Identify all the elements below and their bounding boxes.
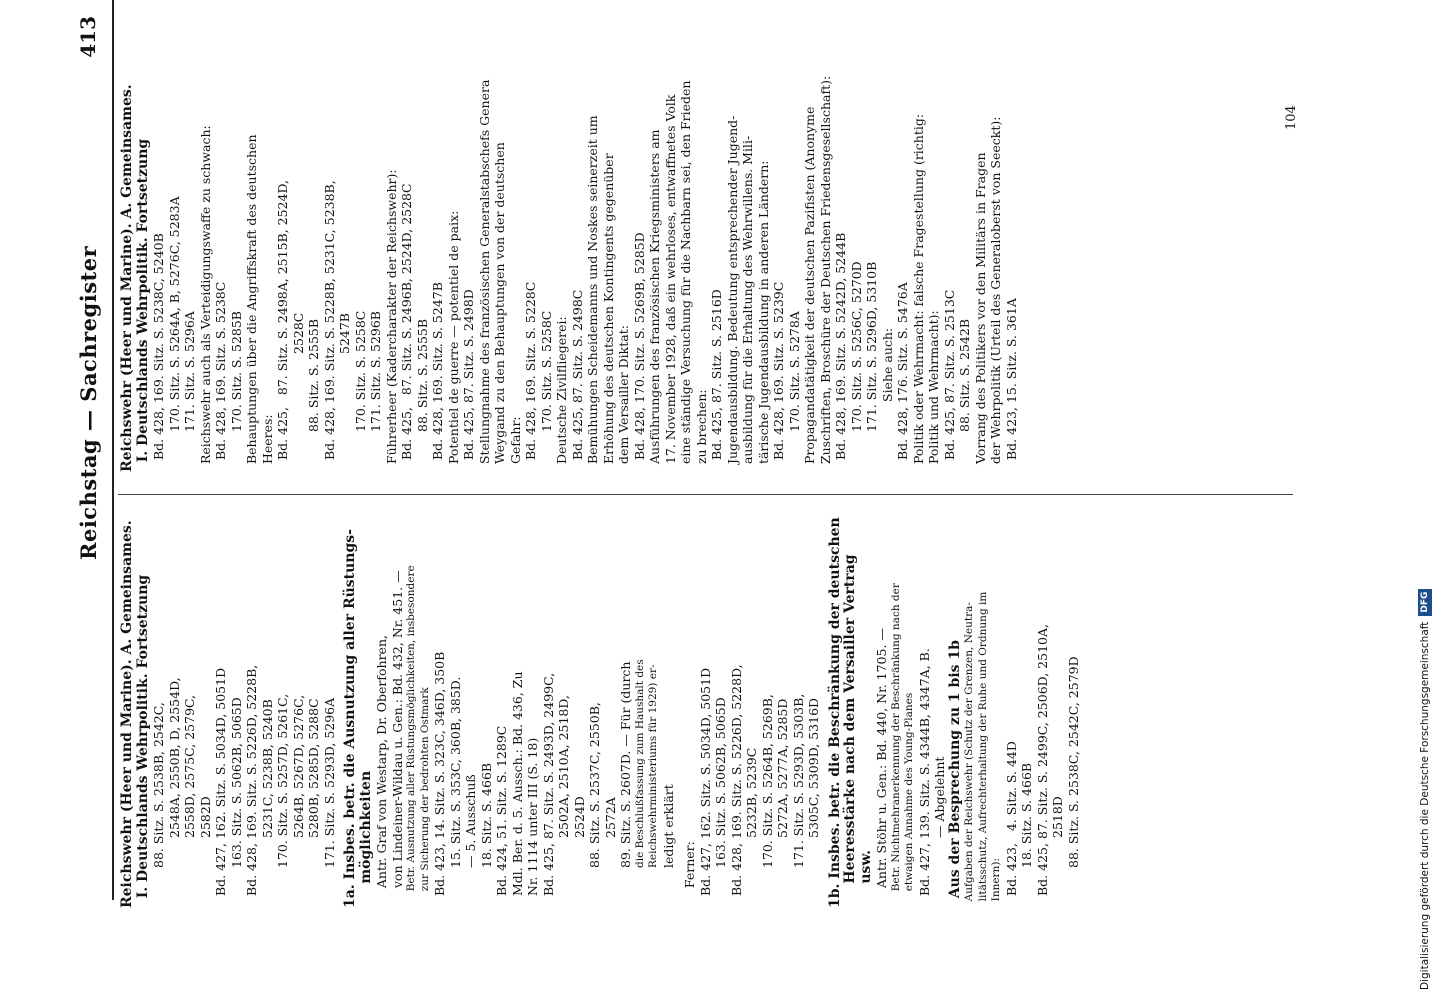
index-line: 88. Sitz. S. 2555B xyxy=(306,318,321,432)
index-line: Gefahr: xyxy=(507,416,523,472)
index-line: 2518D xyxy=(1050,796,1065,838)
index-line: Ausführungen des französischen Kriegsministers am xyxy=(647,129,662,472)
index-line: 88. Sitz. S. 2537C, 2550B, xyxy=(587,702,602,868)
index-line: Bd. 428, 169. Sitz. S. 5228C xyxy=(523,281,538,460)
index-line: 2528C xyxy=(290,312,306,354)
index-line: Politik und Wehrmacht): xyxy=(926,310,941,472)
index-line: Reichswehr auch als Verteidigungswaffe zu schwach: xyxy=(197,125,213,472)
index-line: Bd. 427, 162. Sitz. S. 5034D, 5051D xyxy=(213,667,228,896)
index-line: 88. Sitz. S. 2538B, 2542C, xyxy=(151,702,166,868)
index-line: 2524D xyxy=(571,796,587,838)
index-line: zur Sicherung der bedrohten Ostmark xyxy=(418,687,431,908)
side-note xyxy=(1412,0,1434,1000)
index-line: Mdl. Ber. d. 5. Aussch.: Bd. 436, Zu xyxy=(509,671,525,896)
index-line: 170. Sitz. S. 5257D, 5261C, xyxy=(275,693,290,868)
index-line: Politik oder Wehrmacht: falsche Fragestellung (richtig: xyxy=(910,113,926,472)
index-line: Bd. 425, 87. Sitz. S. 2513C xyxy=(941,289,957,460)
index-line: Siehe auch: xyxy=(879,327,895,402)
index-line: Propagandatätigkeit der deutschen Pazifisten (Anonyme xyxy=(802,106,817,472)
index-line: Bd. 425, 87. Sitz. S. 2493D, 2499C, xyxy=(540,672,556,896)
index-line: Bd. 425, 87. Sitz. S. 2516D xyxy=(709,289,724,460)
index-line: Nr. 1114 unter III (S. 18) xyxy=(525,737,540,896)
index-line: 1b. Insbes. betr. die Beschränkung der deutschen xyxy=(826,517,843,908)
index-line: Zuschriften, Broschüre der Deutschen Friedensgesellschaft): xyxy=(817,75,833,472)
index-line: 2548A, 2550B, D, 2554D, xyxy=(166,677,182,838)
index-line: Weygand zu den Behauptungen von der deutschen xyxy=(492,142,507,472)
index-line: Bd. 423, 4. Sitz. S. 44D xyxy=(1003,741,1019,896)
signature-number: 104 xyxy=(1284,105,1299,130)
index-line: Bd. 428, 169. Sitz. S. 5247B xyxy=(430,282,445,460)
index-line: Bd. 427, 162. Sitz. S. 5034D, 5051D xyxy=(697,667,713,896)
index-line: 171. Sitz. S. 5296B xyxy=(368,311,383,432)
page-number: 413 xyxy=(76,16,100,58)
index-line: Führerheer (Kadercharakter der Reichswehr): xyxy=(383,169,399,472)
index-line: litätsschutz, Aufrechterhaltung der Ruhe und Ordnung im xyxy=(976,591,989,908)
index-line: 1a. Insbes. betr. die Ausnutzung aller Rüstungs- xyxy=(342,529,358,908)
index-line: 170. Sitz. S. 5264A, B, 5276C, 5283A xyxy=(166,196,182,432)
index-line: 5231C, 5238B, 5240B xyxy=(259,699,275,838)
index-line: I. Deutschlands Wehrpolitik. Fortsetzung xyxy=(134,574,151,908)
index-line: der Wehrpolitik (Urteil des Generaloberst von Seeckt): xyxy=(988,116,1003,472)
index-line: 5247B xyxy=(337,313,352,354)
index-line: Deutsche Zivilfliegerei: xyxy=(554,316,569,472)
index-line: Bd. 428, 170. Sitz. S. 5269B, 5285D xyxy=(631,232,647,460)
index-line: 2582D xyxy=(197,796,213,838)
index-line: Antr. Stöhr u. Gen.: Bd. 440, Nr. 1705. — xyxy=(874,628,889,908)
index-line: ledigt erklärt xyxy=(660,784,676,868)
index-line: Bd. 423, 14. Sitz. S. 323C, 346D, 350B xyxy=(432,651,447,896)
index-line: I. Deutschlands Wehrpolitik. Fortsetzung xyxy=(134,138,151,472)
index-line: Bd. 427, 139. Sitz. S. 4344B, 4347A, B. xyxy=(916,648,932,896)
index-line: 2502A, 2510A, 2518D, xyxy=(556,695,571,838)
index-line: 89. Sitz. S. 2607D. — Für (durch xyxy=(618,661,633,868)
index-line: 163. Sitz. S. 5062B, 5065D xyxy=(228,697,244,868)
index-line: etwaigen Annahme des Young-Planes xyxy=(903,692,915,908)
page-header xyxy=(76,0,116,880)
index-line: Antr. Graf von Westarp, Dr. Oberfohren, xyxy=(374,635,389,908)
dfg-logo: DFG xyxy=(1418,589,1432,616)
index-line: 5272A, 5277A, 5285D xyxy=(775,698,790,838)
index-line: Stellungnahme des französischen Generalstabschefs Genera xyxy=(476,79,492,472)
index-line: 5280B, 5285D, 5288C xyxy=(306,698,321,838)
index-line: die Beschlußfassung zum Haushalt des xyxy=(633,659,646,868)
index-line: Reichswehrministeriums für 1929) er- xyxy=(647,664,659,868)
index-line: — Abgelehnt xyxy=(932,756,947,838)
index-line: Ferner: xyxy=(682,841,697,908)
index-line: tärische Jugendausbildung in anderen Ländern: xyxy=(755,160,771,472)
index-line: Bd. 428, 169. Sitz. S. 5242D, 5244B xyxy=(833,232,848,460)
index-line: Bd. 425, 87. Sitz. S. 2498A, 2515B, 2524D, xyxy=(275,179,290,460)
index-line: Bd. 428, 176. Sitz. S. 5476A xyxy=(895,282,910,460)
index-line: 170. Sitz. S. 5285B xyxy=(228,311,244,432)
index-line: Betr. Nichtmehranerkennung der Beschränkung nach der xyxy=(889,583,902,908)
funding-note: Digitalisierung gefördert durch die Deutsche Forschungsgemeinschaft xyxy=(1419,621,1431,990)
index-line: eine ständige Versuchung für die Nachbarn sei, den Frieden xyxy=(678,80,693,472)
index-line: von Lindeiner-Wildau u. Gen.: Bd. 432, Nr. 451. — xyxy=(389,570,405,908)
index-line: 15. Sitz. S. 353C, 360B, 385D. xyxy=(447,676,463,868)
index-line: Vorrang des Politikers vor den Militärs in Fragen xyxy=(972,152,988,472)
left-column xyxy=(120,518,1081,908)
index-line: Betr. Ausnutzung aller Rüstungsmöglichkeiten, insbesondere xyxy=(405,565,417,908)
index-line: 5264B, 5267D, 5276C, xyxy=(290,694,306,838)
index-line: 18. Sitz. S. 466B xyxy=(1019,762,1034,868)
index-line: 88. Sitz. S. 2555B xyxy=(414,318,430,432)
index-line: 2572A xyxy=(602,797,618,838)
index-line: Jugendausbildung. Bedeutung entsprechender Jugend- xyxy=(724,115,740,472)
index-line: 163. Sitz. S. 5062B, 5065D xyxy=(713,697,728,868)
column-divider xyxy=(118,494,1293,495)
index-line: Reichswehr (Heer und Marine). A. Gemeinsames. xyxy=(119,520,135,908)
index-line: Bd. 428, 169. Sitz. S. 5238C, 5240B xyxy=(151,233,166,460)
index-line: Aufgaben der Reichswehr (Schutz der Grenzen, Neutra- xyxy=(963,602,975,908)
index-line: Bd. 428, 169. Sitz. S. 5239C xyxy=(771,281,786,460)
right-column xyxy=(120,62,1019,472)
index-line: 5232B, 5239C xyxy=(744,747,759,838)
index-line: 171. Sitz. S. 5293D, 5296A xyxy=(321,697,337,868)
index-line: usw. xyxy=(857,850,874,908)
index-line: 170. Sitz. S. 5258C xyxy=(352,310,368,432)
index-line: 170. Sitz. S. 5258C xyxy=(538,310,554,432)
index-line: Heeresstärke nach dem Versailler Vertrag xyxy=(842,554,858,908)
index-line: dem Versailler Diktat: xyxy=(616,325,631,472)
index-line: Bd. 425, 87. Sitz. S. 2499C, 2506D, 2510A, xyxy=(1034,624,1050,896)
index-line: Aus der Besprechung zu 1 bis 1b xyxy=(946,640,963,908)
index-line: Bd. 425, 87. Sitz. S. 2498D xyxy=(461,289,476,460)
index-line: zu brechen: xyxy=(693,389,709,472)
index-line: Innern): xyxy=(990,858,1002,908)
header-rule xyxy=(112,0,114,900)
index-line: 18. Sitz. S. 466B xyxy=(478,762,494,868)
index-line: Bd. 428, 169. Sitz. S. 5228B, 5231C, 5238B, xyxy=(321,180,337,460)
index-line: Erhöhung des deutschen Kontingents gegenüber xyxy=(600,153,616,472)
header-title: Reichstag — Sachregister xyxy=(76,245,101,560)
index-line: Potentiel de guerre — potentiel de paix: xyxy=(445,210,461,472)
index-line: ausbildung für die Erhaltung des Wehrwillens. Mili- xyxy=(740,135,755,472)
index-line: 88. Sitz. S. 2538C, 2542C, 2579D xyxy=(1065,656,1081,868)
index-line: möglichkeiten xyxy=(357,770,374,908)
index-line: Bd. 423, 15. Sitz. S. 361A xyxy=(1003,298,1019,460)
index-line: 88. Sitz. S. 2542B xyxy=(957,318,972,432)
index-line: — 5. Ausschuß xyxy=(463,774,478,868)
index-line: Bd. 425, 87. Sitz. S. 2498C xyxy=(569,289,585,460)
index-line: Bd. 428, 169. Sitz. S. 5226D, 5228B, xyxy=(244,664,259,896)
index-line: 171. Sitz. S. 5296D, 5310B xyxy=(864,261,879,432)
index-line: Bd. 428, 169. Sitz. S. 5238C xyxy=(213,281,228,460)
index-line: 170. Sitz. S. 5278A xyxy=(786,311,802,432)
index-line: Bd. 424, 51. Sitz. S. 1289C xyxy=(494,725,509,896)
index-line: 17. November 1928, daß ein wehrloses, entwaffnetes Volk xyxy=(662,94,678,472)
index-line: Behauptungen über die Angriffskraft des deutschen xyxy=(244,134,259,472)
index-line: 2558D, 2575C, 2579C, xyxy=(182,694,197,838)
index-line: Bemühungen Scheidemanns und Noskes seinerzeit um xyxy=(585,115,600,472)
index-line: 5305C, 5309D, 5316D xyxy=(806,697,821,838)
index-line: 170. Sitz. S. 5256C, 5270D xyxy=(848,261,864,432)
index-line: Heeres: xyxy=(259,414,275,472)
side-note-text xyxy=(1414,0,1434,1000)
index-line: 171. Sitz. S. 5296A xyxy=(182,311,197,432)
index-line: 170. Sitz. S. 5264B, 5269B, xyxy=(759,694,775,868)
index-line: 171. Sitz. S. 5293D, 5303B, xyxy=(790,693,806,868)
index-line: Reichswehr (Heer und Marine). A. Gemeinsames. xyxy=(119,84,135,472)
index-line: Bd. 425, 87. Sitz. S. 2496B, 2524D, 2528C xyxy=(399,183,414,460)
index-line: Bd. 428, 169. Sitz. S. 5226D, 5228D, xyxy=(728,664,744,896)
